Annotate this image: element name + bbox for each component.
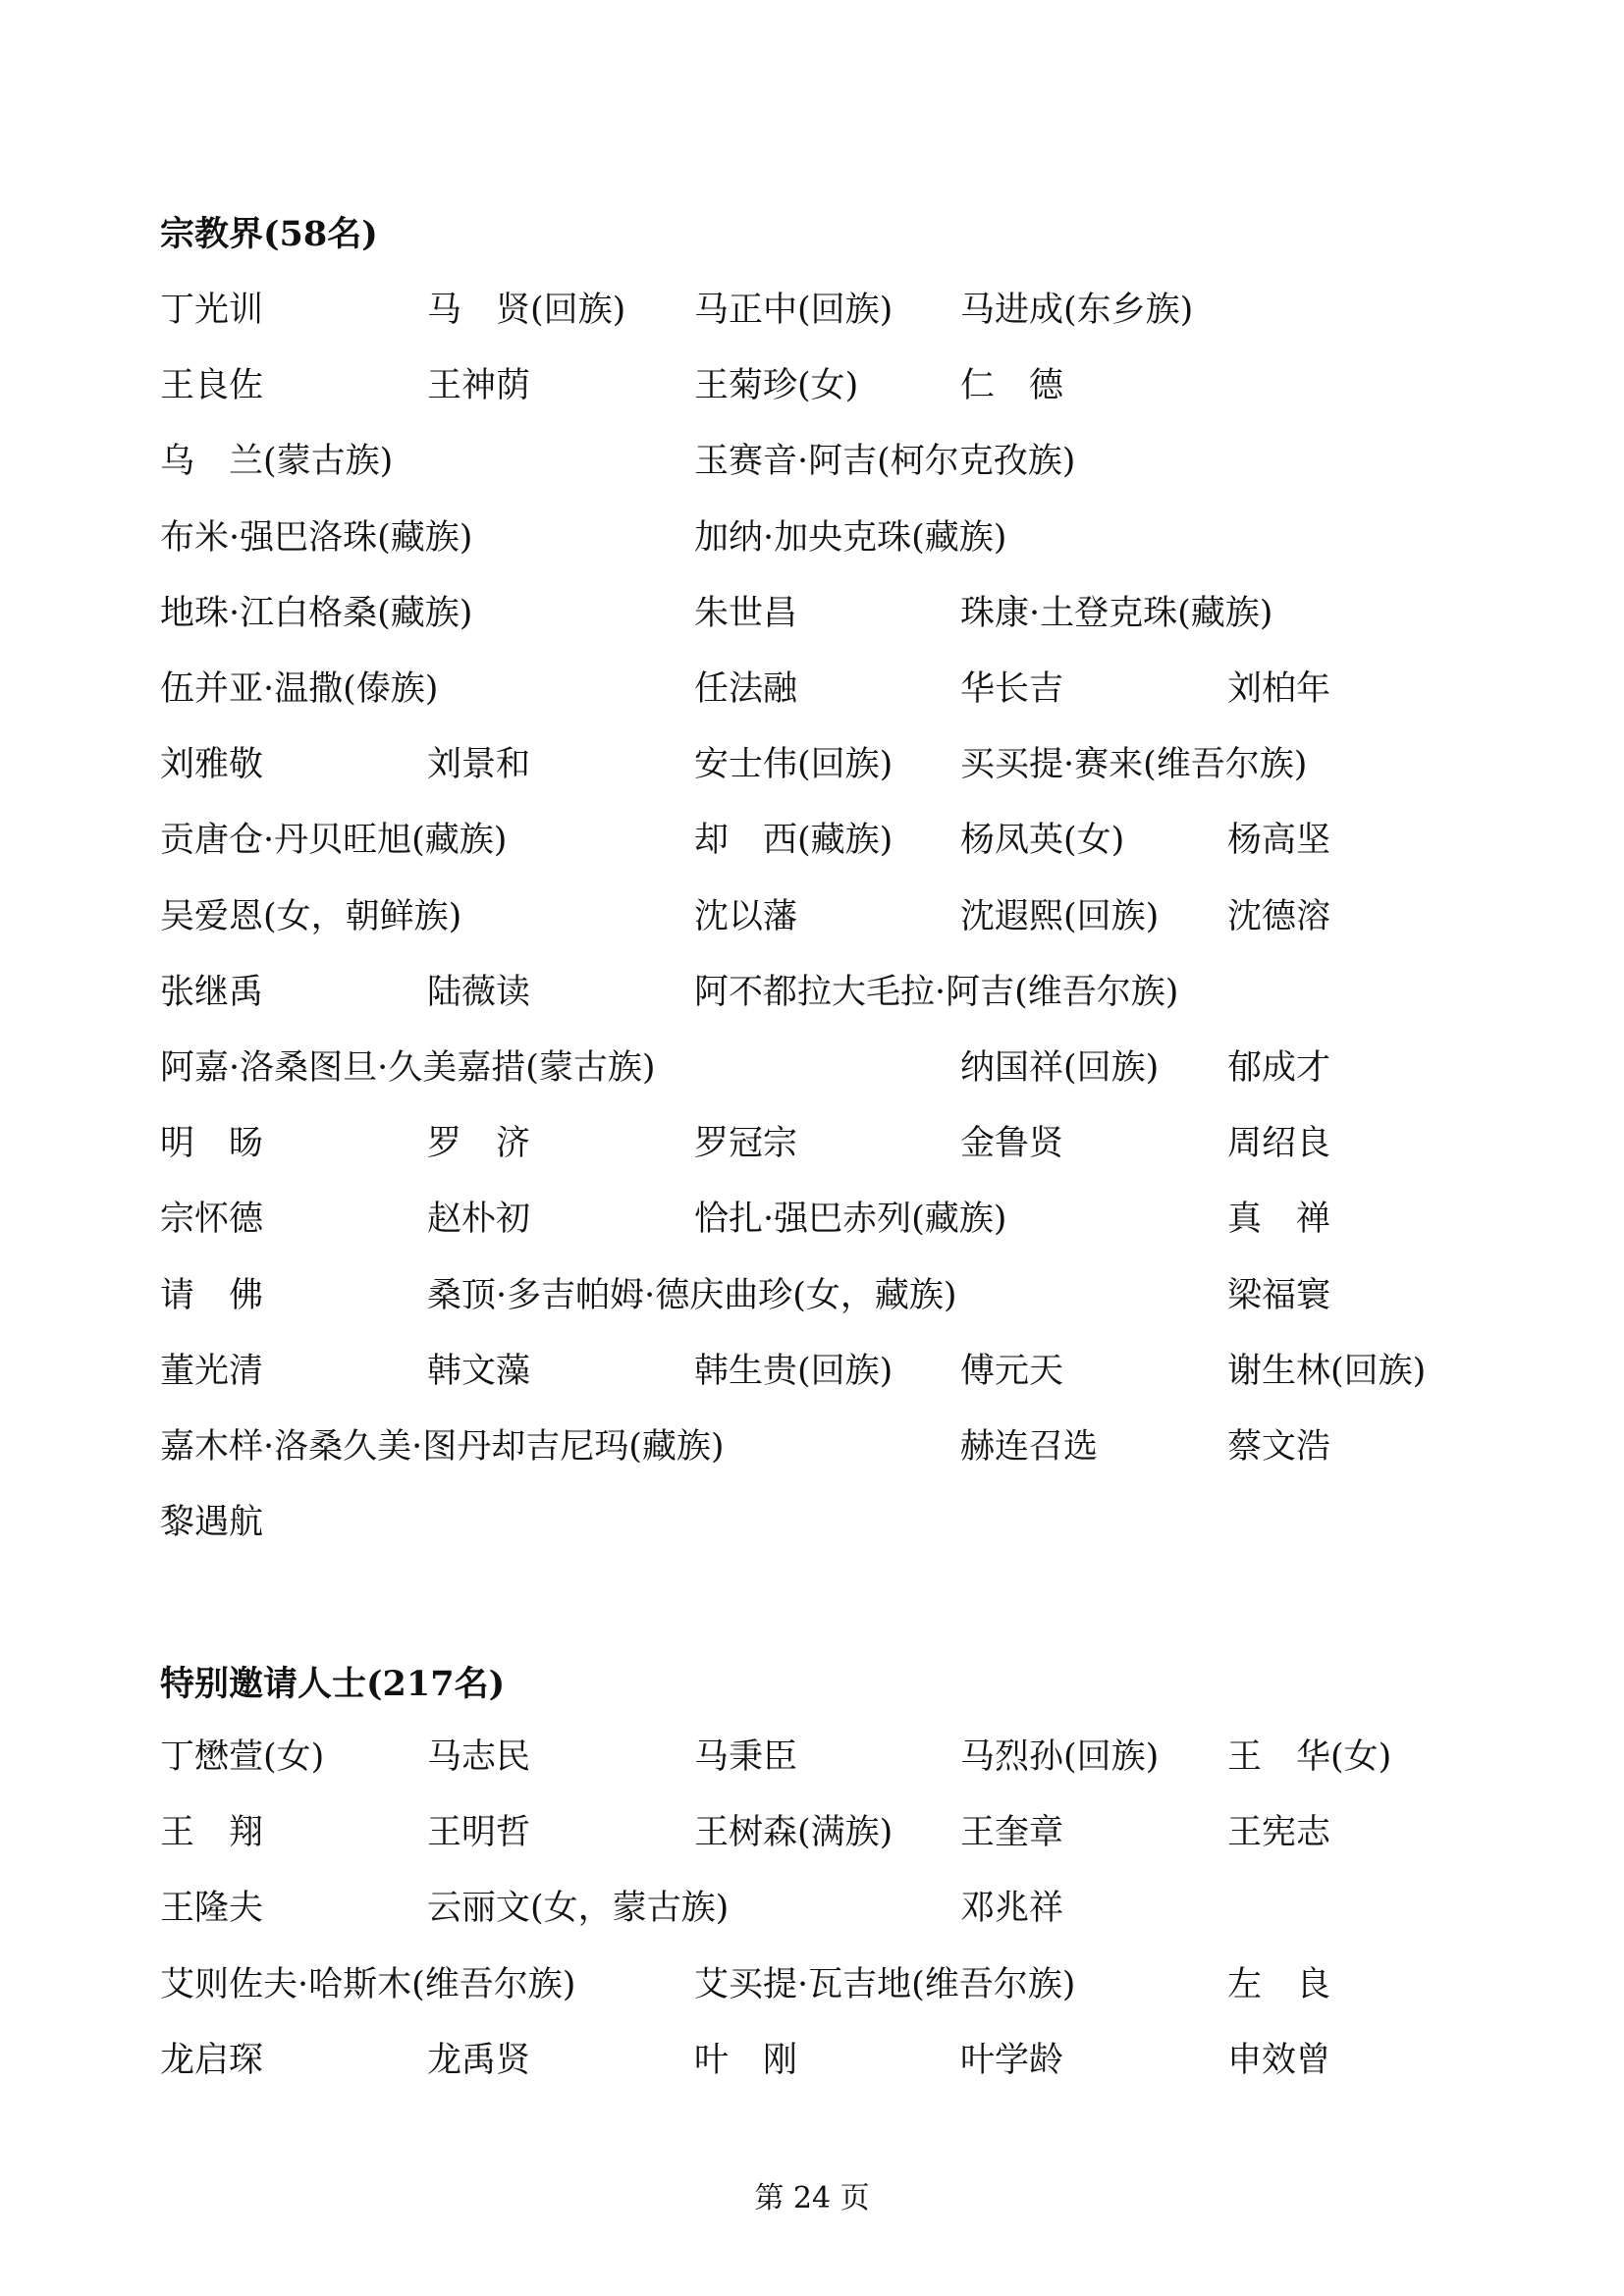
- member-name: 真 禅: [1227, 1200, 1331, 1240]
- name-row: [160, 1811, 1535, 1854]
- member-name: 王隆夫: [160, 1889, 264, 1929]
- member-name: 马烈孙(回族): [960, 1737, 1160, 1777]
- name-row: [160, 592, 1535, 635]
- name-row: [160, 1963, 1535, 2006]
- member-name: 董光清: [160, 1351, 264, 1391]
- member-name: 马志民: [427, 1737, 531, 1777]
- name-row: [160, 895, 1535, 938]
- name-row: [160, 971, 1535, 1014]
- name-row: [160, 819, 1535, 862]
- member-name: 吴爱恩(女，朝鲜族): [160, 896, 462, 936]
- member-name: 桑顶·多吉帕姆·德庆曲珍(女，藏族): [427, 1275, 957, 1315]
- member-name: 龙启琛: [160, 2040, 264, 2080]
- member-name: 刘雅敬: [160, 745, 264, 785]
- member-name: 阿不都拉大毛拉·阿吉(维吾尔族): [694, 972, 1179, 1012]
- name-row: [160, 1350, 1535, 1393]
- member-name: 马进成(东乡族): [960, 291, 1194, 330]
- member-name: 马正中(回族): [694, 291, 893, 330]
- section-title: 特别邀请人士(217名): [160, 1664, 506, 1704]
- member-name: 王 华(女): [1227, 1737, 1392, 1777]
- member-name: 明 旸: [160, 1124, 264, 1164]
- name-row: [160, 1425, 1535, 1468]
- member-name: 王菊珍(女): [694, 366, 859, 406]
- member-name: 刘景和: [427, 745, 531, 785]
- name-row: [160, 1198, 1535, 1241]
- member-name: 仁 德: [960, 366, 1064, 406]
- member-name: 加纳·加央克珠(藏族): [694, 517, 1007, 558]
- name-row: [160, 1887, 1535, 1930]
- member-name: 周绍良: [1227, 1124, 1331, 1164]
- member-name: 恰扎·强巴赤列(藏族): [694, 1200, 1007, 1240]
- member-name: 贡唐仓·丹贝旺旭(藏族): [160, 821, 508, 861]
- member-name: 王明哲: [427, 1813, 531, 1853]
- member-name: 玉赛音·阿吉(柯尔克孜族): [694, 442, 1076, 482]
- name-row: [160, 289, 1535, 332]
- member-name: 马 贤(回族): [427, 291, 626, 330]
- member-name: 华长吉: [960, 669, 1064, 709]
- section-title: 宗教界(58名): [160, 214, 378, 254]
- member-name: 宗怀德: [160, 1200, 264, 1240]
- name-row: [160, 667, 1535, 711]
- name-row: [160, 1046, 1535, 1090]
- member-name: 龙禹贤: [427, 2040, 531, 2080]
- member-name: 谢生林(回族): [1227, 1351, 1427, 1391]
- member-name: 马秉臣: [694, 1737, 798, 1777]
- page-number: 第 24 页: [754, 2181, 870, 2216]
- name-row: [160, 2039, 1535, 2082]
- member-name: 地珠·江白格桑(藏族): [160, 593, 473, 633]
- member-name: 刘柏年: [1227, 669, 1331, 709]
- member-name: 罗冠宗: [694, 1124, 798, 1164]
- member-name: 嘉木样·洛桑久美·图丹却吉尼玛(藏族): [160, 1427, 725, 1467]
- member-name: 赵朴初: [427, 1200, 531, 1240]
- member-name: 沈以藩: [694, 896, 798, 936]
- member-name: 请 佛: [160, 1275, 264, 1315]
- member-name: 安士伟(回族): [694, 745, 893, 785]
- member-name: 罗 济: [427, 1124, 531, 1164]
- name-row: [160, 364, 1535, 407]
- member-name: 黎遇航: [160, 1503, 264, 1543]
- member-name: 王 翔: [160, 1813, 264, 1853]
- member-name: 王宪志: [1227, 1813, 1331, 1853]
- member-name: 金鲁贤: [960, 1124, 1064, 1164]
- member-name: 郁成才: [1227, 1048, 1331, 1088]
- member-name: 阿嘉·洛桑图旦·久美嘉措(蒙古族): [160, 1048, 656, 1088]
- member-name: 张继禹: [160, 972, 264, 1012]
- member-name: 王神荫: [427, 366, 531, 406]
- member-name: 杨凤英(女): [960, 821, 1125, 861]
- member-name: 王奎章: [960, 1813, 1064, 1853]
- member-name: 杨高坚: [1227, 821, 1331, 861]
- member-name: 王良佐: [160, 366, 264, 406]
- member-name: 韩生贵(回族): [694, 1351, 893, 1391]
- member-name: 布米·强巴洛珠(藏族): [160, 517, 473, 558]
- member-name: 丁光训: [160, 291, 264, 330]
- member-name: 叶 刚: [694, 2040, 798, 2080]
- member-name: 丁懋萱(女): [160, 1737, 325, 1777]
- member-name: 艾买提·瓦吉地(维吾尔族): [694, 1964, 1076, 2004]
- member-name: 沈德溶: [1227, 896, 1331, 936]
- name-row: [160, 1122, 1535, 1165]
- member-name: 邓兆祥: [960, 1889, 1064, 1929]
- name-row: [160, 1735, 1535, 1779]
- member-name: 梁福寰: [1227, 1275, 1331, 1315]
- member-name: 赫连召选: [960, 1427, 1099, 1467]
- member-name: 纳国祥(回族): [960, 1048, 1160, 1088]
- member-name: 叶学龄: [960, 2040, 1064, 2080]
- member-name: 韩文藻: [427, 1351, 531, 1391]
- member-name: 却 西(藏族): [694, 821, 893, 861]
- member-name: 王树森(满族): [694, 1813, 893, 1853]
- member-name: 乌 兰(蒙古族): [160, 442, 394, 482]
- member-name: 珠康·土登克珠(藏族): [960, 593, 1273, 633]
- member-name: 傅元天: [960, 1351, 1064, 1391]
- name-row: [160, 516, 1535, 560]
- member-name: 左 良: [1227, 1964, 1331, 2004]
- member-name: 伍并亚·温撒(傣族): [160, 669, 439, 709]
- member-name: 朱世昌: [694, 593, 798, 633]
- member-name: 买买提·赛来(维吾尔族): [960, 745, 1308, 785]
- name-row: [160, 1501, 1535, 1544]
- member-name: 申效曾: [1227, 2040, 1331, 2080]
- member-name: 云丽文(女，蒙古族): [427, 1889, 730, 1929]
- member-name: 艾则佐夫·哈斯木(维吾尔族): [160, 1964, 576, 2004]
- name-row: [160, 1274, 1535, 1317]
- name-row: [160, 440, 1535, 483]
- name-row: [160, 743, 1535, 786]
- member-name: 陆薇读: [427, 972, 531, 1012]
- member-name: 任法融: [694, 669, 798, 709]
- member-name: 沈遐熙(回族): [960, 896, 1160, 936]
- member-name: 蔡文浩: [1227, 1427, 1331, 1467]
